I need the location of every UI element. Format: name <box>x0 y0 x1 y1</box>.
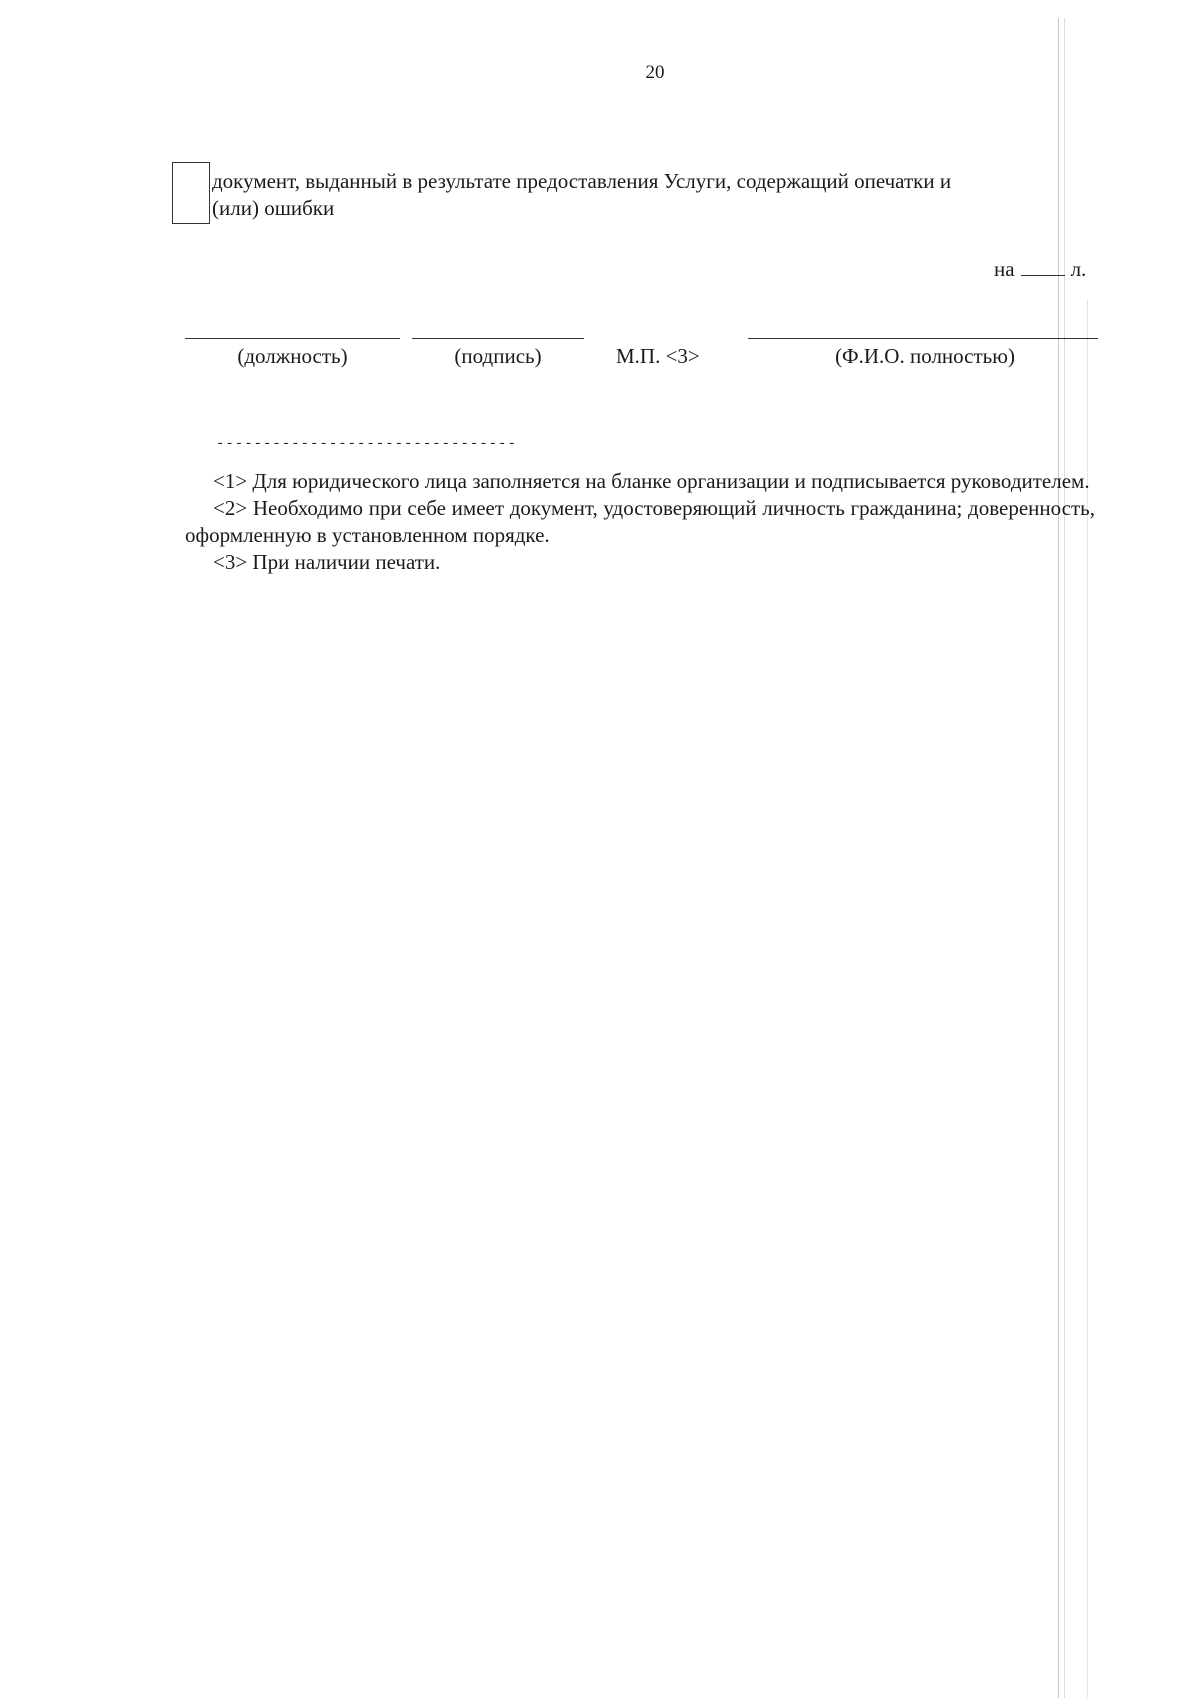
sheet-count-prefix: на <box>994 257 1015 281</box>
footnote-2: <2> Необходимо при себе имеет документ, удостоверяющий личность гражданина; доверенность, оформленную в установленном порядке. <box>185 496 1095 547</box>
page-number: 20 <box>645 62 665 83</box>
document-option-label <box>212 168 1092 222</box>
stamp-label: М.П. <3> <box>616 344 700 368</box>
document-option-label-line1: документ, выданный в результате предоставления Услуги, содержащий опечатки и <box>212 169 952 193</box>
sheet-count <box>994 257 1086 282</box>
document-option-label-line2: (или) ошибки <box>212 196 335 220</box>
fullname-label: (Ф.И.О. полностью) <box>835 344 1015 368</box>
footnotes <box>185 468 1095 576</box>
footnote-separator: -------------------------------- <box>216 436 517 452</box>
signature-label: (подпись) <box>454 344 542 368</box>
position-line[interactable] <box>185 338 400 339</box>
sheet-count-suffix: л. <box>1070 257 1087 281</box>
footnote-1: <1> Для юридического лица заполняется на бланке организации и подписывается руководителем. <box>213 469 1090 493</box>
sheet-count-blank[interactable] <box>1021 257 1065 276</box>
footnote-3: <3> При наличии печати. <box>213 550 441 574</box>
document-option-checkbox[interactable] <box>172 162 210 224</box>
fullname-line[interactable] <box>748 338 1098 339</box>
position-label: (должность) <box>237 344 348 368</box>
signature-line[interactable] <box>412 338 584 339</box>
